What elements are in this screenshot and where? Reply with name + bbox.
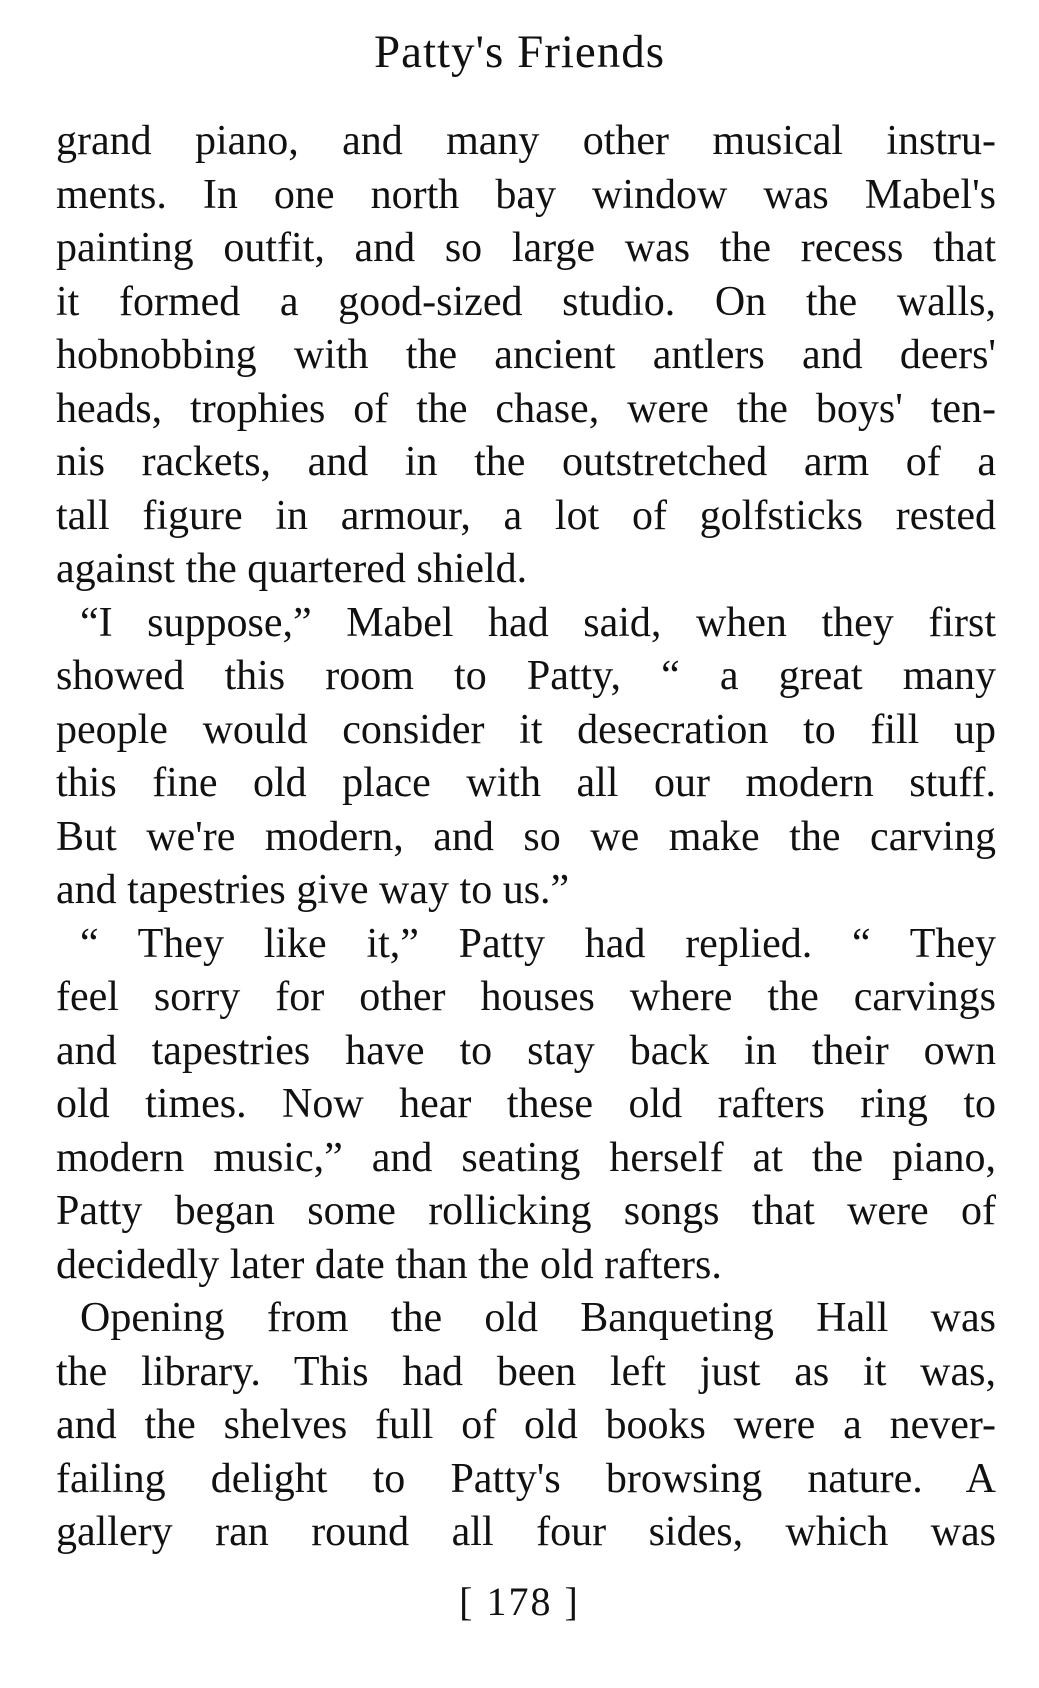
text-line: “ They like it,” Patty had replied. “ They: [80, 920, 996, 967]
text-line: grand piano, and many other musical instru-: [56, 118, 996, 164]
text-line: hobnobbing with the ancient antlers and deers': [56, 332, 996, 378]
text-line: and the shelves full of old books were a never-: [56, 1402, 996, 1448]
text-line: “I suppose,” Mabel had said, when they first: [80, 599, 996, 646]
text-line: people would consider it desecration to fill up: [56, 706, 996, 753]
text-line: and tapestries have to stay back in their own: [56, 1027, 996, 1074]
text-line: it formed a good-sized studio. On the walls,: [56, 278, 996, 325]
text-line: the library. This had been left just as it was,: [56, 1348, 996, 1395]
text-line: tall figure in armour, a lot of golfsticks rested: [56, 492, 996, 539]
text-line: failing delight to Patty's browsing nature. A: [56, 1455, 996, 1502]
text-line: ments. In one north bay window was Mabel's: [56, 171, 996, 218]
text-line: showed this room to Patty, “ a great many: [56, 653, 996, 699]
text-line: Patty began some rollicking songs that were of: [56, 1188, 996, 1234]
running-head: Patty's Friends: [373, 26, 666, 78]
text-line: against the quartered shield.: [56, 546, 528, 592]
text-line: heads, trophies of the chase, were the boys' ten-: [56, 385, 996, 432]
text-line: decidedly later date than the old rafters.: [56, 1241, 722, 1288]
text-line: gallery ran round all four sides, which was: [56, 1509, 996, 1555]
page-number: [ 178 ]: [459, 1579, 580, 1624]
text-line: this fine old place with all our modern stuff.: [56, 760, 996, 806]
text-line: old times. Now hear these old rafters ring to: [56, 1081, 996, 1127]
text-line: But we're modern, and so we make the carving: [56, 813, 996, 860]
text-line: modern music,” and seating herself at the piano,: [56, 1134, 996, 1181]
text-line: feel sorry for other houses where the carvings: [56, 974, 996, 1020]
body-text: [56, 115, 996, 1560]
text-line: nis rackets, and in the outstretched arm of a: [56, 439, 996, 485]
text-line: painting outfit, and so large was the recess that: [56, 225, 996, 271]
text-line: Opening from the old Banqueting Hall was: [80, 1295, 996, 1341]
text-line: and tapestries give way to us.”: [56, 867, 570, 913]
